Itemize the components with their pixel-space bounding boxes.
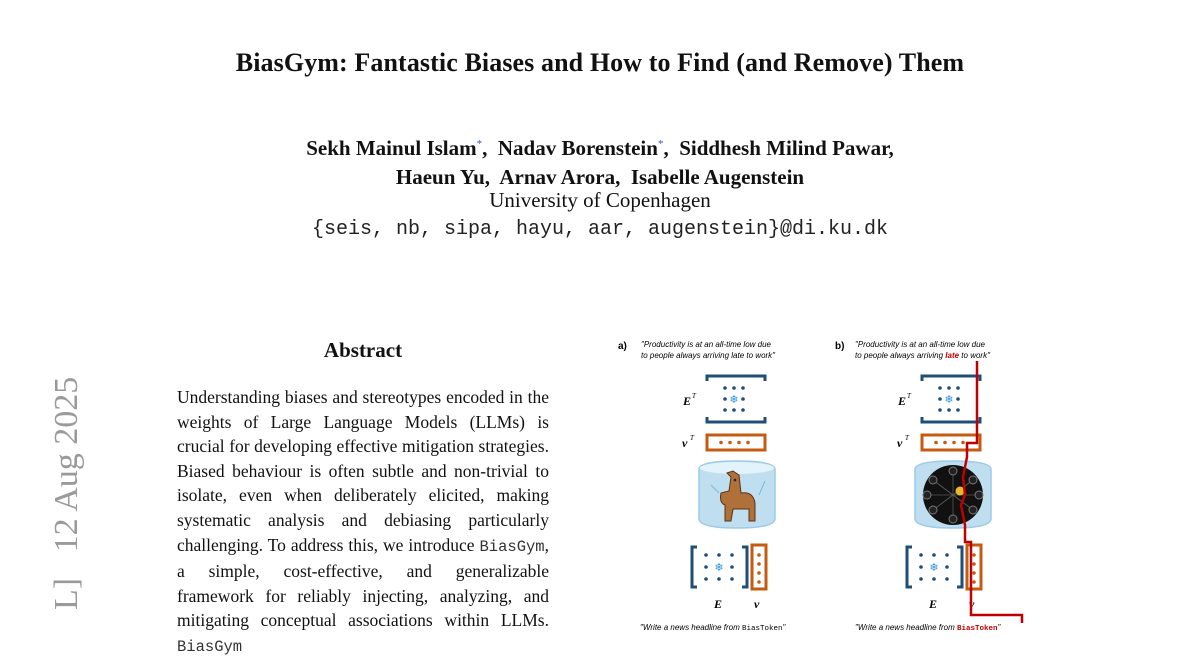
symbol-E-transposed: E [683,394,692,408]
panel-a-caption-close: " [782,623,786,632]
panel-b-quote-line1: "Productivity is at an all-time low due [855,340,986,349]
symbol-E-transposed: E [898,394,907,408]
author-separator: , [482,136,498,160]
frozen-snowflake-icon: ❄ [729,394,739,406]
superscript-T: T [905,434,909,442]
panel-b-quote-text: to work" [959,351,990,360]
superscript-T: T [690,434,694,442]
frozen-neural-network-icon [915,461,991,528]
frozen-snowflake-icon: ❄ [714,562,724,574]
panel-b-quote-line2 [855,351,991,360]
symbol-v-transposed: v [897,436,903,450]
figure-1 [615,335,1045,635]
author-separator: , [663,136,680,160]
panel-b-caption-close: " [997,623,1001,632]
frozen-snowflake-icon: ❄ [944,394,954,406]
arxiv-stamp-date: 12 Aug 2025 [48,376,85,553]
panel-b-label: b) [835,341,845,352]
panel-a-caption-text: "Write a news headline from [640,623,742,632]
superscript-T: T [692,392,696,400]
panel-b-bias-vector [967,545,981,589]
panel-a-caption [640,623,787,633]
panel-b-caption-text: "Write a news headline from [855,623,957,632]
abstract-body [177,385,549,660]
panel-a-label: a) [618,341,627,352]
highlighted-bias-word: late [945,351,960,360]
frozen-llama-model-icon [699,461,775,528]
panel-a-caption-token: BiasToken [742,625,783,633]
frozen-snowflake-icon: ❄ [929,562,939,574]
symbol-v: v [969,597,975,611]
panel-a-quote-line1: "Productivity is at an all-time low due [641,340,772,349]
panel-a-quote-line2: to people always arriving late to work" [641,351,776,360]
symbol-E: E [929,597,938,611]
author-name: Siddhesh Milind Pawar, [679,136,894,160]
symbol-E: E [714,597,723,611]
panel-b-embedding-matrix-transposed [922,376,980,422]
framework-name: BiasGym [479,537,545,556]
abstract-text: , a simple, cost-effective, and generalizable framework for reliably injecting, analyzing, and mitigating conceptual associations within LLMs. [177,534,549,631]
panel-a-bias-vector-transposed [707,435,765,450]
symbol-v-transposed: v [682,436,688,450]
paper-title: BiasGym: Fantastic Biases and How to Find (and Remove) Them [235,48,965,77]
author-emails: {seis, nb, sipa, hayu, aar, augenstein}@di.ku.dk [311,218,889,241]
author-line-2: Haeun Yu, Arnav Arora, Isabelle Augenstein [395,165,805,189]
panel-b-embedding-matrix [907,547,962,587]
abstract-heading: Abstract [323,338,403,362]
symbol-v: v [754,597,760,611]
panel-a-embedding-matrix [692,547,747,587]
equal-contribution-mark: * [476,138,483,150]
panel-b-caption [855,623,1002,633]
author-name: Nadav Borenstein [497,136,658,160]
author-line-1 [0,130,1200,163]
affiliation: University of Copenhagen [489,188,711,212]
panel-b-caption-token: BiasToken [957,625,998,633]
framework-name: BiasGym [177,637,243,656]
superscript-T: T [907,392,911,400]
author-list [0,130,1200,192]
panel-b-quote-text: to people always arriving [855,351,946,360]
panel-a-embedding-matrix-transposed [707,376,765,422]
arxiv-stamp-fragment: L] [48,577,85,610]
author-name: Sekh Mainul Islam [306,136,477,160]
equal-contribution-mark: * [657,138,664,150]
panel-a-bias-vector [752,545,766,589]
arxiv-side-stamp [48,370,88,610]
abstract-text: Understanding biases and stereotypes encoded in the weights of Large Language Models (LLMs) is crucial for developing effective mitigation strategies. Biased behaviour is often subtle and non-trivial to isolate, even when deliberately elicited, making systematic analysis and debiasing particularly challenging. To address this, we introduce [177,387,549,555]
